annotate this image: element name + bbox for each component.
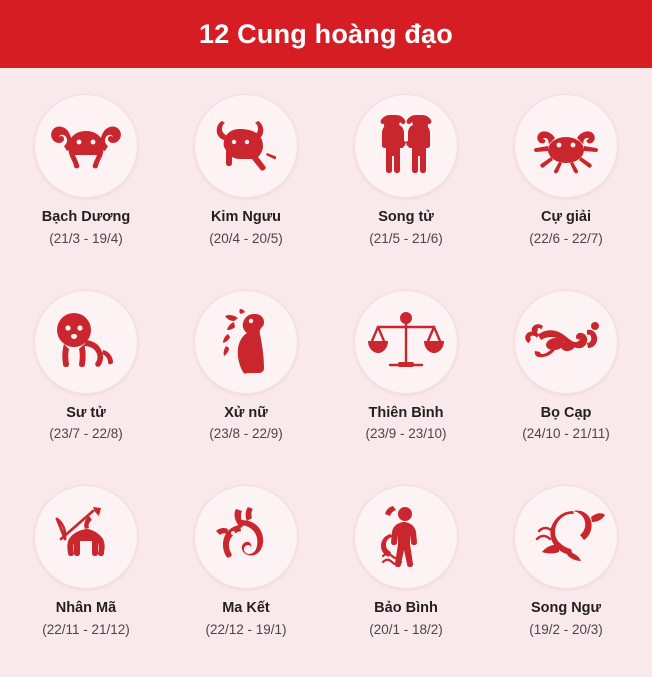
zodiac-icon-disc <box>34 485 138 589</box>
sign-name: Cự giải <box>541 209 591 225</box>
zodiac-icon-disc <box>354 290 458 394</box>
sign-date: (23/9 - 23/10) <box>365 426 447 442</box>
sign-name: Nhân Mã <box>55 600 117 617</box>
zodiac-icon-disc <box>34 94 138 198</box>
zodiac-icon-disc <box>354 485 458 589</box>
sagittarius-archer-icon <box>45 505 127 569</box>
page-header <box>0 0 652 68</box>
sign-date: (20/4 - 20/5) <box>209 230 283 246</box>
libra-scales-icon <box>366 309 446 375</box>
scorpio-scorpion-icon <box>525 312 607 372</box>
zodiac-cell-leo[interactable] <box>6 276 166 472</box>
zodiac-icon-disc <box>194 290 298 394</box>
zodiac-icon-disc <box>194 94 298 198</box>
zodiac-cell-pisces[interactable] <box>486 471 646 667</box>
zodiac-cell-aries[interactable] <box>6 80 166 276</box>
zodiac-icon-disc <box>194 485 298 589</box>
zodiac-cell-taurus[interactable] <box>166 80 326 276</box>
zodiac-icon-disc <box>514 290 618 394</box>
sign-name: Song tử <box>378 209 434 225</box>
zodiac-icon-disc <box>354 94 458 198</box>
zodiac-icon-disc <box>34 290 138 394</box>
zodiac-cell-libra[interactable] <box>326 276 486 472</box>
sign-date: (23/7 - 22/8) <box>49 426 123 442</box>
zodiac-cell-capricorn[interactable] <box>166 471 326 667</box>
sign-name: Song Ngư <box>530 600 602 617</box>
zodiac-icon-disc <box>514 94 618 198</box>
zodiac-cell-scorpio[interactable] <box>486 276 646 472</box>
aries-ram-icon <box>48 115 124 177</box>
pisces-fish-icon <box>527 505 605 569</box>
sign-date: (19/2 - 20/3) <box>529 622 603 637</box>
sign-name: Bảo Bình <box>374 600 438 617</box>
sign-date: (23/8 - 22/9) <box>209 426 283 442</box>
zodiac-grid <box>0 68 652 677</box>
zodiac-cell-cancer[interactable] <box>486 80 646 276</box>
page-title: 12 Cung hoàng đạo <box>199 18 453 49</box>
zodiac-cell-sagittarius[interactable] <box>6 471 166 667</box>
virgo-maiden-icon <box>208 308 284 376</box>
sign-name: Thiên Bình <box>368 404 444 421</box>
sign-date: (22/6 - 22/7) <box>529 230 603 246</box>
sign-name: Bọ Cạp <box>540 404 592 421</box>
taurus-bull-icon <box>206 115 286 177</box>
sign-date: (21/3 - 19/4) <box>49 230 123 246</box>
zodiac-cell-gemini[interactable] <box>326 80 486 276</box>
leo-lion-icon <box>46 310 126 374</box>
cancer-crab-icon <box>525 116 607 176</box>
sign-name: Sư tử <box>66 404 106 421</box>
sign-name: Ma Kết <box>222 600 270 617</box>
zodiac-icon-disc <box>514 485 618 589</box>
zodiac-cell-aquarius[interactable] <box>326 471 486 667</box>
sign-date: (20/1 - 18/2) <box>369 622 443 637</box>
capricorn-goat-icon <box>206 505 286 569</box>
gemini-twins-icon <box>368 113 444 179</box>
sign-date: (22/11 - 21/12) <box>42 622 130 637</box>
zodiac-cell-virgo[interactable] <box>166 276 326 472</box>
sign-date: (24/10 - 21/11) <box>522 426 610 442</box>
aquarius-waterbearer-icon <box>369 504 443 570</box>
sign-name: Kim Ngưu <box>210 209 282 225</box>
sign-date: (22/12 - 19/1) <box>205 622 287 637</box>
sign-name: Xử nữ <box>224 404 268 421</box>
sign-date: (21/5 - 21/6) <box>369 230 443 246</box>
sign-name: Bạch Dương <box>41 209 131 225</box>
